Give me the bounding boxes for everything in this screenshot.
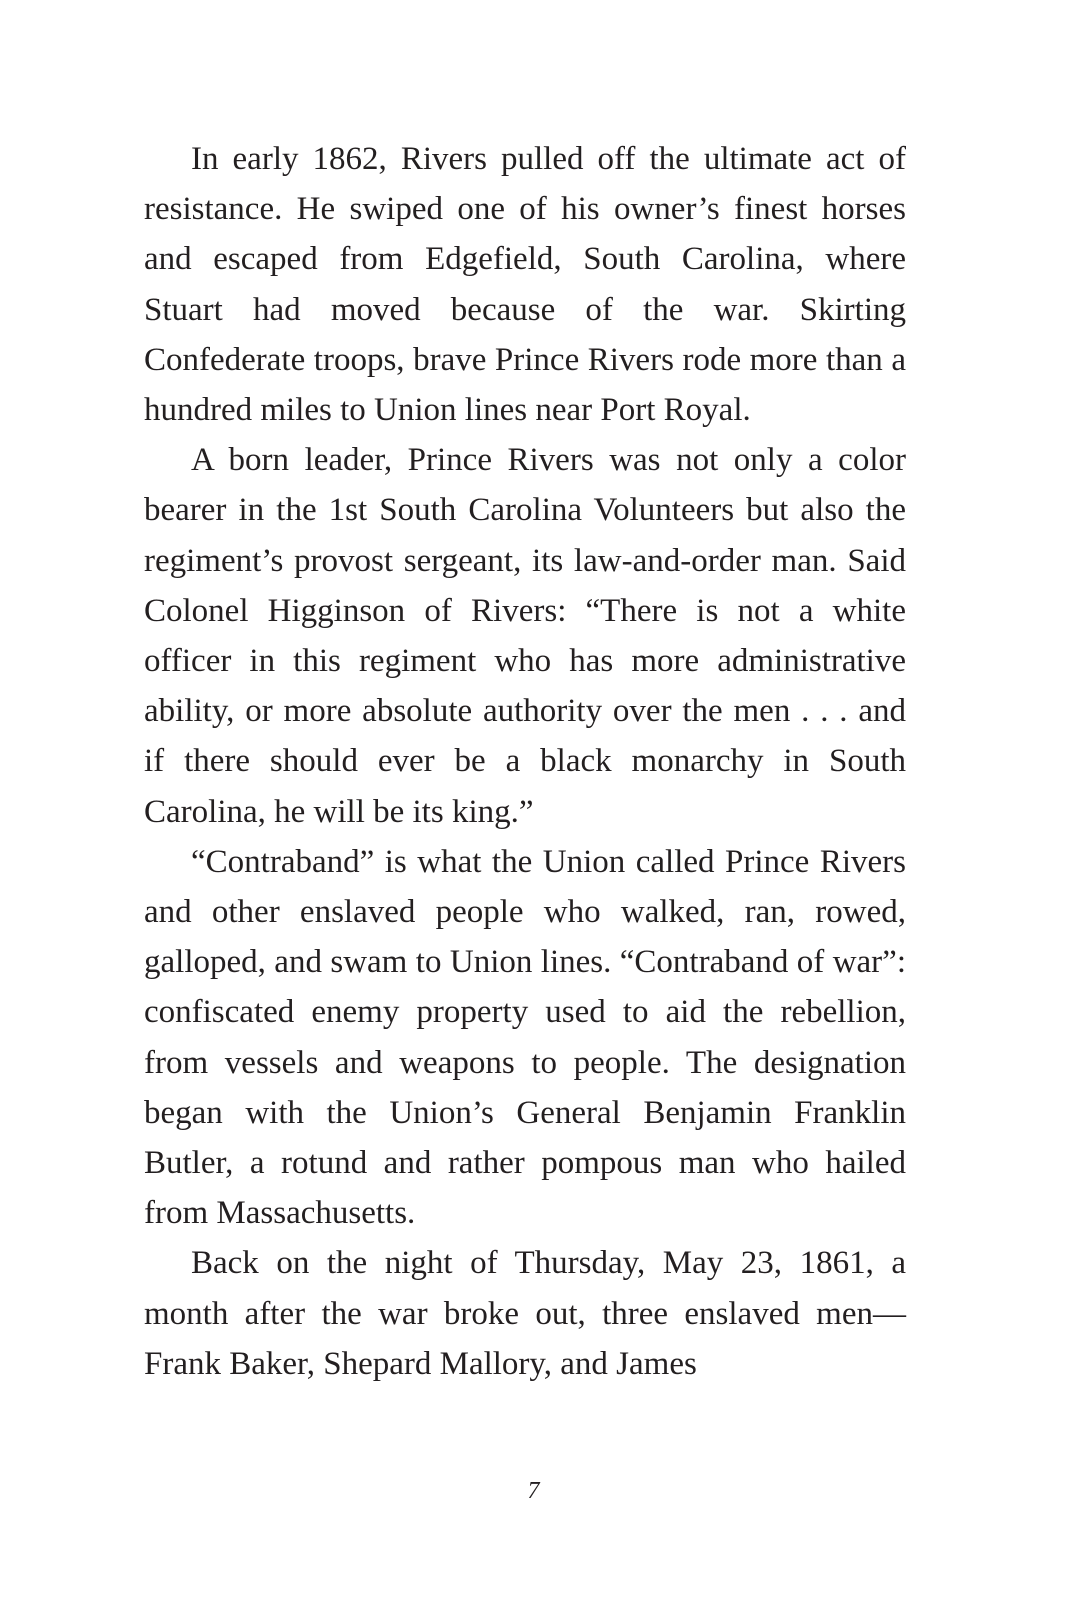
paragraph-1: In early 1862, Rivers pulled off the ultimate act of resistance. He swiped one of his owner’s finest horses and escaped from Edgefield, South Carolina, where Stuart had moved because of the war. Skirting Confederate troops, brave Prince Rivers rode more than a hundred miles to Union lines near Port Royal. <box>144 141 906 429</box>
paragraph-4: Back on the night of Thursday, May 23, 1861, a month after the war broke out, three enslaved men—Frank Baker, Shepard Mallory, and James <box>144 1245 906 1382</box>
page-number: 7 <box>527 1478 540 1504</box>
paragraph-2: A born leader, Prince Rivers was not only a color bearer in the 1st South Carolina Volunteers but also the regiment’s provost sergeant, its law-and-order man. Said Colonel Higginson of Rivers: “There is not a white officer in this regiment who has more administrative ability, or more absolute authority over the men . . . and if there should ever be a black monarchy in South Carolina, he will be its king.” <box>144 442 906 830</box>
paragraph-3: “Contraband” is what the Union called Prince Rivers and other enslaved people who walked, ran, rowed, galloped, and swam to Union lines. “Contraband of war”: confiscated enemy property used to aid the rebellion, from vessels and weapons to people. The designation began with the Union’s General Benjamin Franklin Butler, a rotund and rather pompous man who hailed from Massachusetts. <box>144 843 906 1232</box>
body-text <box>144 134 906 1389</box>
